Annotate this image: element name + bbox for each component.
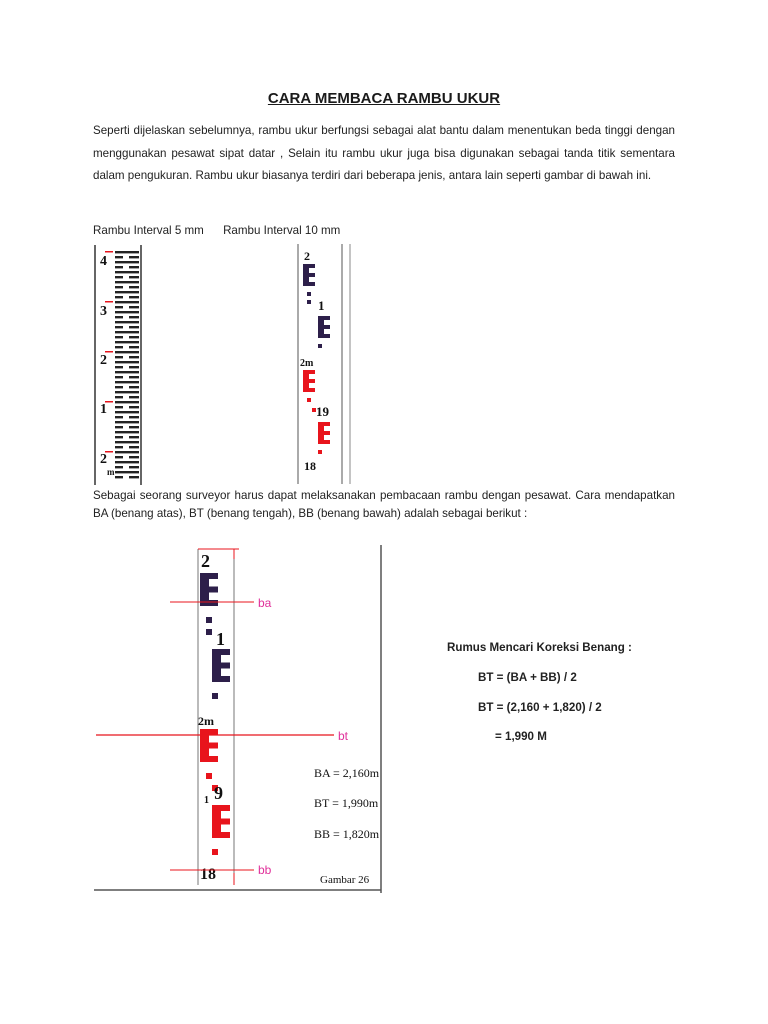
staff-5mm-tick: [129, 451, 139, 453]
staff-5mm-tick: [115, 466, 123, 468]
staff-5mm-tick: [115, 411, 129, 413]
staff-5mm-tick: [129, 456, 139, 458]
staff-5mm-tick: [115, 441, 129, 443]
staff-5mm-tick: [129, 356, 139, 358]
staff-reading-block: [212, 819, 230, 825]
staff-5mm-tick: [115, 366, 123, 368]
staff-5mm-tick: [115, 256, 123, 258]
staff-reading-block: [200, 600, 218, 606]
figure-caption: Gambar 26: [320, 874, 370, 886]
staff-5mm-tick: [129, 396, 139, 398]
staff-5mm-tick: [115, 386, 123, 388]
formula-line-1: BT = (BA + BB) / 2: [478, 671, 577, 684]
staff-5mm-tick: [129, 296, 139, 298]
bb-label: bb: [258, 863, 272, 877]
staff-5mm-tick: [115, 476, 123, 478]
staff-5mm-tick: [115, 351, 129, 353]
staff-5mm-tick: [115, 281, 129, 283]
staff-10mm-block: [318, 325, 330, 329]
staff-5mm-tick: [129, 421, 139, 423]
staff-5mm-tick: [115, 396, 123, 398]
figure-staff-mark: 2m: [198, 714, 214, 728]
staff-5mm-tick: [129, 321, 139, 323]
staff-10mm-block: [307, 300, 311, 304]
staff-10mm-block: [318, 450, 322, 454]
staff-5mm-tick: [129, 411, 139, 413]
staff-5mm-tick: [129, 251, 139, 253]
staff-5mm-tick: [129, 406, 139, 408]
staff-5mm-tick: [129, 311, 139, 313]
staff-10mm-mark: 18: [304, 459, 316, 473]
staff-5mm-tick: [115, 341, 129, 343]
staff-reading-block: [200, 587, 218, 593]
staff-5mm-tick: [115, 451, 129, 453]
staff-5mm-red-tick: [105, 251, 113, 253]
staff-5mm-mark: 1: [100, 402, 107, 417]
staff-5mm-tick: [115, 471, 129, 473]
staff-reading-block: [212, 649, 230, 655]
staff-5mm-tick: [115, 461, 129, 463]
staff-5mm-tick: [115, 276, 123, 278]
staff-5mm-tick: [115, 296, 123, 298]
staff-reading-block: [212, 676, 230, 682]
staff-10mm-figure: [290, 244, 356, 484]
figure-staff-mark: 18: [200, 866, 216, 883]
staff-5mm-tick: [115, 431, 129, 433]
staff-10mm-block: [303, 370, 315, 374]
figure-staff-mark: 1: [204, 795, 209, 806]
staff-reading-block: [206, 617, 212, 623]
staff-5mm-tick: [115, 261, 129, 263]
staff-reading-block: [206, 629, 212, 635]
staff-5mm-tick: [129, 286, 139, 288]
ba-label: ba: [258, 596, 272, 610]
staff-labels: [93, 224, 356, 237]
staff-5mm-tick: [129, 291, 139, 293]
staff-5mm-tick: [129, 316, 139, 318]
staff-10mm-mark: 2: [304, 249, 310, 263]
figure-staff-mark: 9: [214, 783, 223, 803]
staff-reading-block: [200, 756, 218, 762]
staff-5mm-mark: m: [107, 467, 115, 477]
staff-5mm-tick: [115, 291, 129, 293]
staff-10mm-mark: 2m: [300, 358, 314, 369]
staff-reading-block: [212, 805, 230, 811]
staff-5mm-tick: [129, 376, 139, 378]
staff-5mm-tick: [129, 341, 139, 343]
staff-5mm-tick: [115, 266, 123, 268]
staff-5mm-tick: [115, 356, 123, 358]
staff-10mm-mark: 19: [316, 404, 329, 419]
bb-value: BB = 1,820m: [314, 827, 380, 841]
staff-5mm-tick: [115, 271, 129, 273]
staff-10mm-block: [318, 440, 330, 444]
staff-reading-block: [200, 729, 218, 735]
staff-5mm-tick: [129, 416, 139, 418]
staff-10mm-mark: 1: [318, 298, 325, 313]
staff-5mm-tick: [129, 441, 139, 443]
formula-line-2: BT = (2,160 + 1,820) / 2: [478, 701, 602, 714]
staff-10mm-block: [318, 334, 330, 338]
staff-5mm-figure: [93, 245, 163, 485]
staff-5mm-tick: [115, 426, 123, 428]
staff-5mm-mark: 3: [100, 304, 107, 319]
staff-5mm-tick: [129, 401, 139, 403]
staff-5mm-tick: [129, 281, 139, 283]
staff-5mm-tick: [129, 436, 139, 438]
staff-5mm-tick: [129, 346, 139, 348]
staff-10mm-block: [303, 282, 315, 286]
label-interval-5mm: Rambu Interval 5 mm: [93, 224, 204, 237]
staff-5mm-mark: 2: [100, 452, 107, 467]
staff-10mm-block: [318, 422, 330, 426]
staff-5mm-mark: 4: [100, 254, 107, 269]
formula-line-3: = 1,990 M: [495, 730, 547, 743]
staff-5mm-tick: [129, 306, 139, 308]
page-title: CARA MEMBACA RAMBU UKUR: [267, 90, 501, 107]
label-interval-10mm: Rambu Interval 10 mm: [223, 224, 341, 237]
reading-paragraph: Sebagai seorang surveyor harus dapat melaksanakan pembacaan rambu dengan pesawat. Cara mendapatkan BA (benang atas), BT (benang tengah), BB (benang bawah) adalah sebagai berikut :: [93, 489, 675, 520]
staff-reading-block: [200, 743, 218, 749]
staff-5mm-tick: [115, 416, 123, 418]
staff-5mm-tick: [115, 346, 123, 348]
staff-5mm-tick: [129, 471, 139, 473]
staff-reading-block: [206, 773, 212, 779]
staff-5mm-tick: [129, 361, 139, 363]
formula-heading: Rumus Mencari Koreksi Benang :: [447, 641, 632, 654]
staff-5mm-tick: [129, 271, 139, 273]
staff-5mm-tick: [115, 286, 123, 288]
staff-5mm-tick: [115, 336, 123, 338]
staff-5mm-tick: [115, 361, 129, 363]
bt-value: BT = 1,990m: [314, 796, 379, 810]
staff-5mm-tick: [129, 301, 139, 303]
staff-5mm-tick: [129, 461, 139, 463]
staff-5mm-tick: [115, 311, 129, 313]
staff-5mm-tick: [115, 456, 123, 458]
staff-10mm-block: [318, 316, 330, 320]
figure-staff-mark: 1: [216, 629, 225, 649]
bt-label: bt: [338, 729, 349, 743]
staff-10mm-block: [303, 388, 315, 392]
staff-5mm-tick: [115, 331, 129, 333]
intro-paragraph: Seperti dijelaskan sebelumnya, rambu ukur berfungsi sebagai alat bantu dalam menentukan beda tinggi dengan menggunakan pesawat sipat datar , Selain itu rambu ukur juga bisa digunakan sebagai tanda titik sementara dalam pengukuran. Rambu ukur biasanya terdiri dari beberapa jenis, antara lain seperti gambar di bawah ini.: [93, 124, 675, 182]
staff-5mm-tick: [115, 326, 123, 328]
staff-reading-figure: [94, 545, 386, 893]
staff-5mm-tick: [129, 336, 139, 338]
staff-5mm-tick: [129, 261, 139, 263]
staff-5mm-tick: [115, 401, 129, 403]
staff-5mm-tick: [129, 466, 139, 468]
staff-10mm-block: [303, 264, 315, 268]
staff-5mm-tick: [115, 406, 123, 408]
staff-5mm-tick: [129, 371, 139, 373]
staff-5mm-tick: [115, 371, 129, 373]
staff-5mm-tick: [129, 276, 139, 278]
staff-10mm-block: [307, 398, 311, 402]
staff-5mm-tick: [115, 316, 123, 318]
staff-5mm-mark: 2: [100, 353, 107, 368]
staff-reading-block: [212, 663, 230, 669]
staff-5mm-tick: [115, 306, 123, 308]
staff-reading-block: [212, 693, 218, 699]
staff-5mm-red-tick: [105, 301, 113, 303]
staff-5mm-tick: [115, 321, 129, 323]
staff-5mm-tick: [129, 446, 139, 448]
staff-5mm-tick: [115, 301, 129, 303]
staff-5mm-tick: [129, 331, 139, 333]
staff-reading-block: [212, 849, 218, 855]
staff-5mm-tick: [129, 351, 139, 353]
figure-staff-mark: 2: [201, 551, 210, 571]
staff-10mm-block: [318, 344, 322, 348]
staff-5mm-tick: [129, 381, 139, 383]
staff-5mm-tick: [115, 381, 129, 383]
staff-5mm-tick: [129, 391, 139, 393]
staff-5mm-tick: [129, 476, 139, 478]
staff-reading-block: [200, 573, 218, 579]
ba-value: BA = 2,160m: [314, 766, 380, 780]
staff-reading-block: [212, 832, 230, 838]
staff-5mm-tick: [129, 431, 139, 433]
staff-5mm-tick: [129, 386, 139, 388]
staff-5mm-tick: [129, 266, 139, 268]
staff-10mm-block: [303, 379, 315, 383]
staff-5mm-tick: [115, 376, 123, 378]
staff-5mm-tick: [115, 421, 129, 423]
staff-10mm-block: [303, 273, 315, 277]
staff-10mm-block: [318, 431, 330, 435]
staff-5mm-tick: [129, 256, 139, 258]
staff-5mm-tick: [129, 326, 139, 328]
staff-5mm-tick: [115, 446, 123, 448]
staff-5mm-tick: [115, 436, 123, 438]
staff-5mm-tick: [115, 251, 129, 253]
staff-5mm-tick: [115, 391, 129, 393]
staff-10mm-block: [307, 292, 311, 296]
staff-5mm-tick: [129, 426, 139, 428]
staff-5mm-tick: [129, 366, 139, 368]
